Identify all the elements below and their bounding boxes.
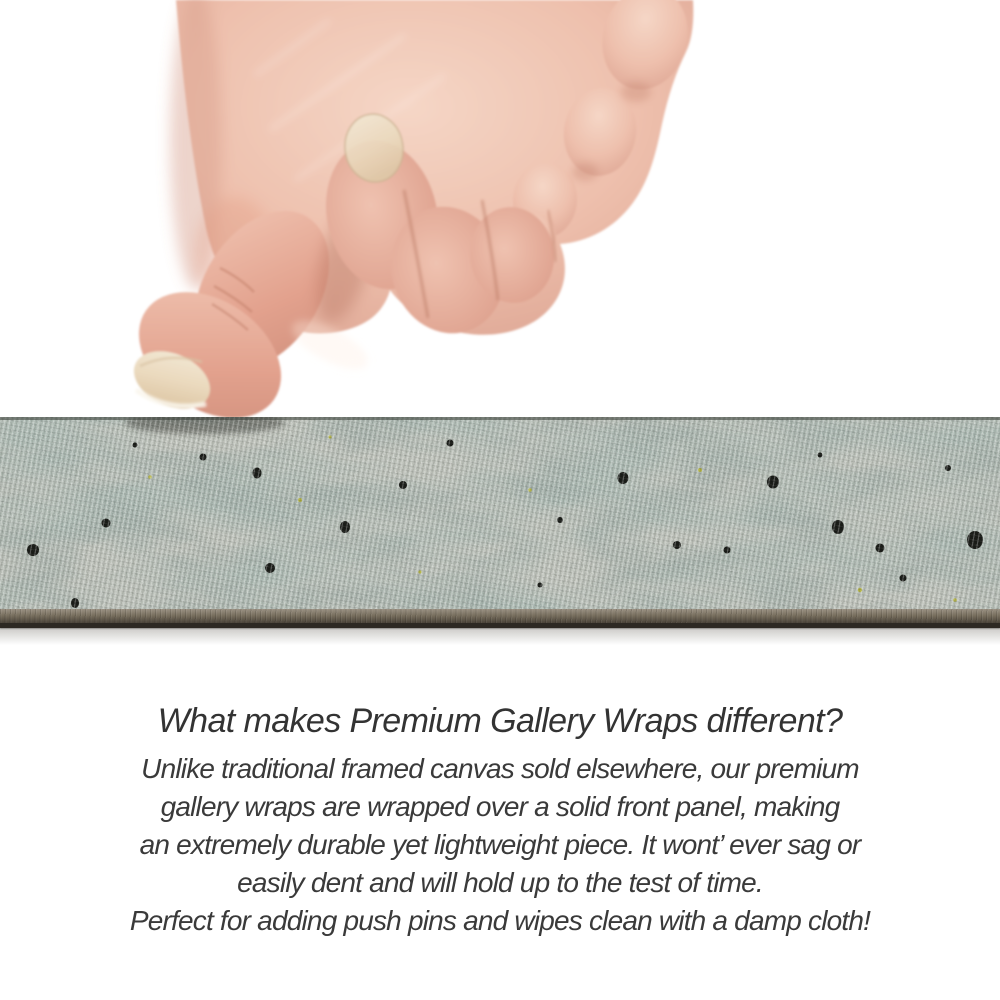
info-text-block (0, 699, 1000, 940)
canvas-wrap-edge (0, 417, 1000, 628)
info-line-1: Unlike traditional framed canvas sold elsewhere, our premium (141, 753, 859, 784)
hand-pressing-photo (0, 0, 1000, 432)
info-line-2: gallery wraps are wrapped over a solid front panel, making (160, 791, 840, 822)
canvas-drop-shadow (0, 628, 1000, 645)
canvas-weave-overlay (0, 417, 1000, 609)
info-line-5: Perfect for adding push pins and wipes clean with a damp cloth! (129, 905, 871, 936)
info-heading: What makes Premium Gallery Wraps different? (157, 702, 843, 740)
canvas-folded-edge (0, 609, 1000, 623)
info-line-4: easily dent and will hold up to the test of time. (237, 867, 763, 898)
info-line-3: an extremely durable yet lightweight piece. It wont’ ever sag or (139, 829, 861, 860)
